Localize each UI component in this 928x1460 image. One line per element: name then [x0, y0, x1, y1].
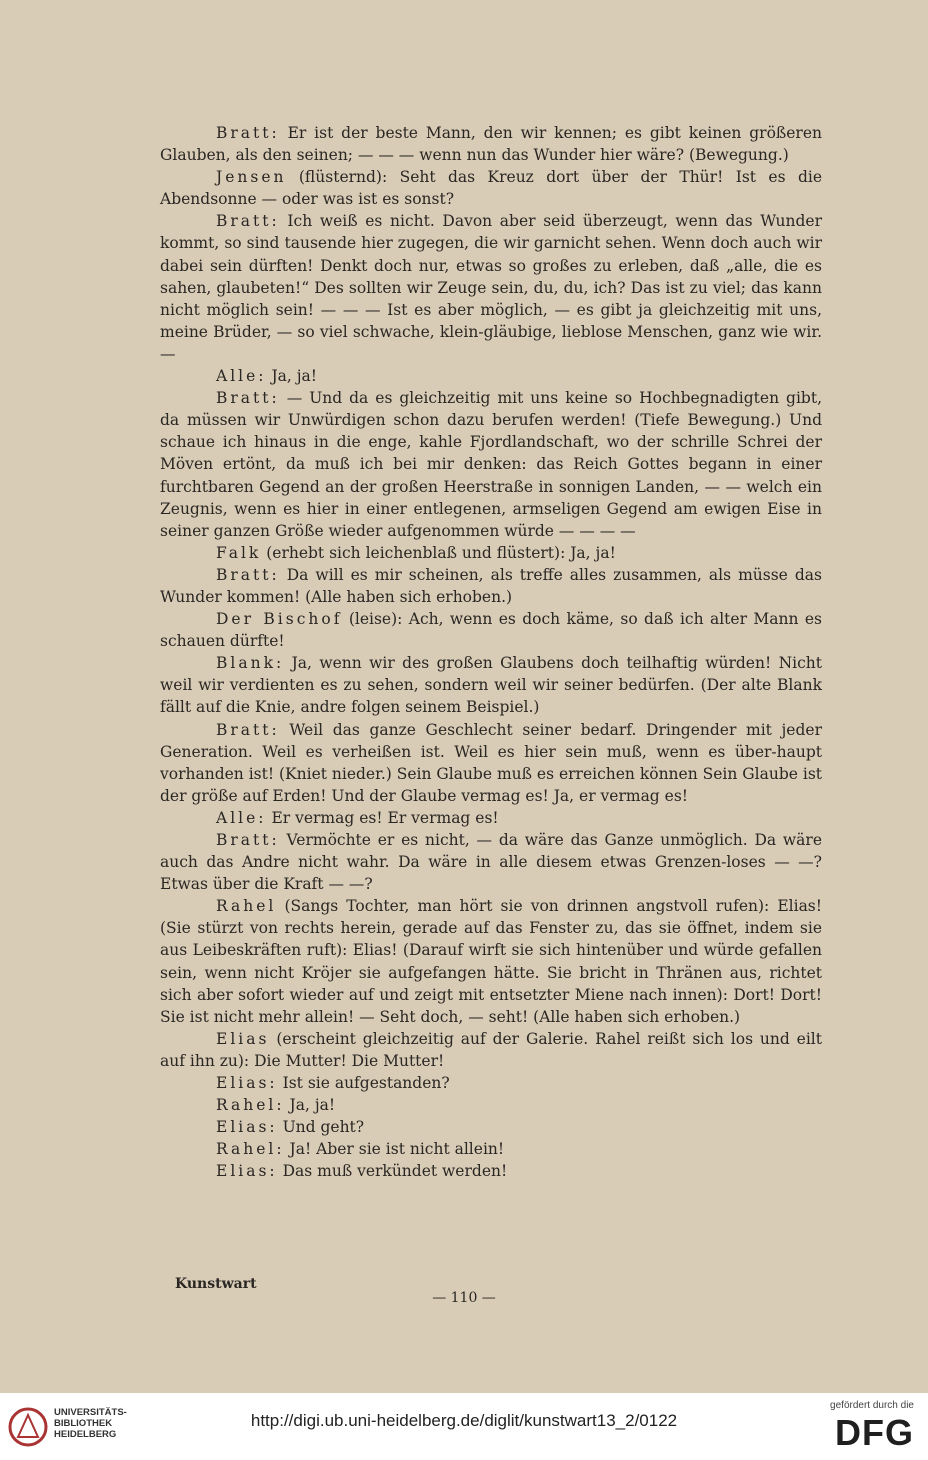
funding-note: gefördert durch die — [830, 1400, 914, 1411]
paragraph — [160, 652, 822, 718]
paragraph — [160, 1116, 822, 1138]
paragraph-text: Ja, ja! — [284, 1096, 336, 1115]
paragraph-text: Ja, wenn wir des großen Glaubens doch teilhaftig würden! Nicht weil wir verdienten es zu sehen, sondern weil wir seiner bedürfen. (Der alte Blank fällt auf die Knie, andre folgen seinem Beispiel.) — [160, 654, 822, 717]
speaker-name: Falk — [216, 543, 262, 562]
paragraph — [160, 719, 822, 807]
paragraph — [160, 564, 822, 608]
paragraph — [160, 166, 822, 210]
library-name-line: HEIDELBERG — [54, 1429, 117, 1440]
speaker-name: Rahel — [216, 897, 277, 916]
paragraph — [160, 807, 822, 829]
paragraph-text: Weil das ganze Geschlecht seiner bedarf. Dringender mit jeder Generation. Weil es verheißen ist. Weil es hier sein muß, wenn es über-haupt vorhanden ist! (Kniet nieder.) Sein Glaube muß es erreichen können Sein Glaube ist der größe auf Erden! Und der Glaube vermag es! Ja, er vermag es! — [160, 720, 822, 805]
paragraph-text: Das muß verkündet werden! — [277, 1162, 508, 1181]
paragraph — [160, 387, 822, 542]
speaker-name: Bratt: — [216, 124, 280, 142]
paragraph — [160, 210, 822, 365]
paragraph-text: (erhebt sich leichenblaß und flüstert): Ja, ja! — [261, 543, 616, 562]
paragraph — [160, 1072, 822, 1094]
paragraph-text: Vermöchte er es nicht, — da wäre das Ganze unmöglich. Da wäre auch das Andre nicht wahr. Da wäre in alle diesem etwas Grenzen-loses — —? Etwas über die Kraft — —? — [160, 831, 822, 894]
speaker-name: Elias — [216, 1029, 270, 1048]
paragraph-text: (flüsternd): Seht das Kreuz dort über der Thür! Ist es die Abendsonne — oder was ist es sonst? — [160, 168, 822, 209]
body-text — [160, 122, 822, 1183]
speaker-name: Rahel: — [216, 1096, 285, 1115]
paragraph-text: Ja! Aber sie ist nicht allein! — [284, 1140, 505, 1159]
paragraph-text: Ist sie aufgestanden? — [277, 1074, 450, 1093]
permalink-url[interactable]: http://digi.ub.uni-heidelberg.de/diglit/kunstwart13_2/0122 — [250, 1411, 678, 1430]
library-name-line: UNIVERSITÄTS- — [54, 1407, 127, 1418]
speaker-name: Bratt: — [216, 720, 280, 739]
paragraph-text: Da will es mir scheinen, als treffe alles zusammen, als müsse das Wunder kommen! (Alle haben sich erhoben.) — [160, 565, 822, 606]
paragraph-text: — Und da es gleichzeitig mit uns keine so Hochbegnadigten gibt, da müssen wir Unwürdigen schon dazu berufen werden! (Tiefe Bewegung.) Und schaue ich hinaus in die enge, kahle Fjordlandschaft, wo der schrille Schrei der Möven ertönt, da muß ich bei mir denken: das Reich Gottes begann in einer furchtbaren Gegend an der großen Heerstraße in sonnigen Landen, — — welch ein Zeugnis, wenn es hier in einer entlegenen, armseligen Gegend am ewigen Eise in seiner ganzen Größe wieder aufgenommen würde — — — — — [160, 389, 822, 540]
speaker-name: Elias: — [216, 1118, 278, 1137]
bottom-bar — [0, 1393, 928, 1460]
paragraph-text: Er ist der beste Mann, den wir kennen; es gibt keinen größeren Glauben, als den seinen; — — — wenn nun das Wunder hier wäre? (Bewegung.) — [160, 124, 822, 165]
paragraph-text: (Sangs Tochter, man hört sie von drinnen angstvoll rufen): Elias! (Sie stürzt von rechts herein, gerade auf das Fenster zu, das sie öffnet, indem sie aus Leibeskräften ruft): Elias! (Darauf wirft sie sich hintenüber und würde gefallen sein, wenn nicht Kröjer sie aufgefangen hätte. Sie bricht in Thränen aus, richtet sich aber sofort wieder auf und zeigt mit entsetzter Miene nach innen): Dort! Dort! Sie ist nicht mehr allein! — Seht doch, — seht! (Alle haben sich erhoben.) — [160, 897, 822, 1026]
speaker-name: Elias: — [216, 1162, 278, 1181]
paragraph — [160, 895, 822, 1028]
magazine-title: Kunstwart — [175, 1276, 257, 1292]
paragraph — [160, 829, 822, 895]
page-number: — 110 — — [432, 1290, 496, 1306]
speaker-name: Bratt: — [216, 831, 280, 849]
paragraph-text: (leise): Ach, wenn es doch käme, so daß ich alter Mann es schauen dürfte! — [160, 610, 822, 651]
speaker-name: Rahel: — [216, 1140, 285, 1159]
speaker-name: Bratt: — [216, 212, 280, 231]
speaker-name: Der Bischof — [216, 610, 343, 629]
library-name-line: BIBLIOTHEK — [54, 1418, 113, 1429]
paragraph-text: (erscheint gleichzeitig auf der Galerie. Rahel reißt sich los und eilt auf ihn zu): Die Mutter! Die Mutter! — [160, 1029, 822, 1070]
speaker-name: Blank: — [216, 654, 285, 673]
speaker-name: Bratt: — [216, 389, 280, 408]
paragraph-text: Ja, ja! — [266, 367, 318, 386]
paragraph — [160, 1160, 822, 1182]
paragraph — [160, 608, 822, 652]
dfg-logo: DFG — [835, 1412, 914, 1453]
speaker-name: Alle: — [216, 808, 267, 827]
paragraph — [160, 1138, 822, 1160]
speaker-name: Bratt: — [216, 565, 280, 584]
speaker-name: Alle: — [216, 367, 267, 386]
paragraph-text: Er vermag es! Er vermag es! — [266, 808, 499, 827]
paragraph-text: Und geht? — [277, 1118, 365, 1137]
paragraph-text: Ich weiß es nicht. Davon aber seid überzeugt, wenn das Wunder kommt, so sind tausende hier zugegen, die wir garnicht sehen. Wenn doch auch wir dabei sein dürften! Denkt doch nur, etwas so großes zu erleben, daß „alle, die es sahen, glaubeten!“ Des sollten wir Zeuge sein, du, du, ich? Das ist zu viel; das kann nicht möglich sein! — — — Ist es aber möglich, — es gibt ja gleichzeitig mit uns, meine Brüder, — so viel schwache, klein-gläubige, lieblose Menschen, ganz wie wir. — — [160, 212, 822, 363]
speaker-name: Elias: — [216, 1074, 278, 1093]
paragraph — [160, 1028, 822, 1072]
paragraph — [160, 365, 822, 387]
paragraph — [160, 1094, 822, 1116]
paragraph — [160, 122, 822, 166]
speaker-name: Jensen — [216, 168, 287, 187]
paragraph — [160, 542, 822, 564]
